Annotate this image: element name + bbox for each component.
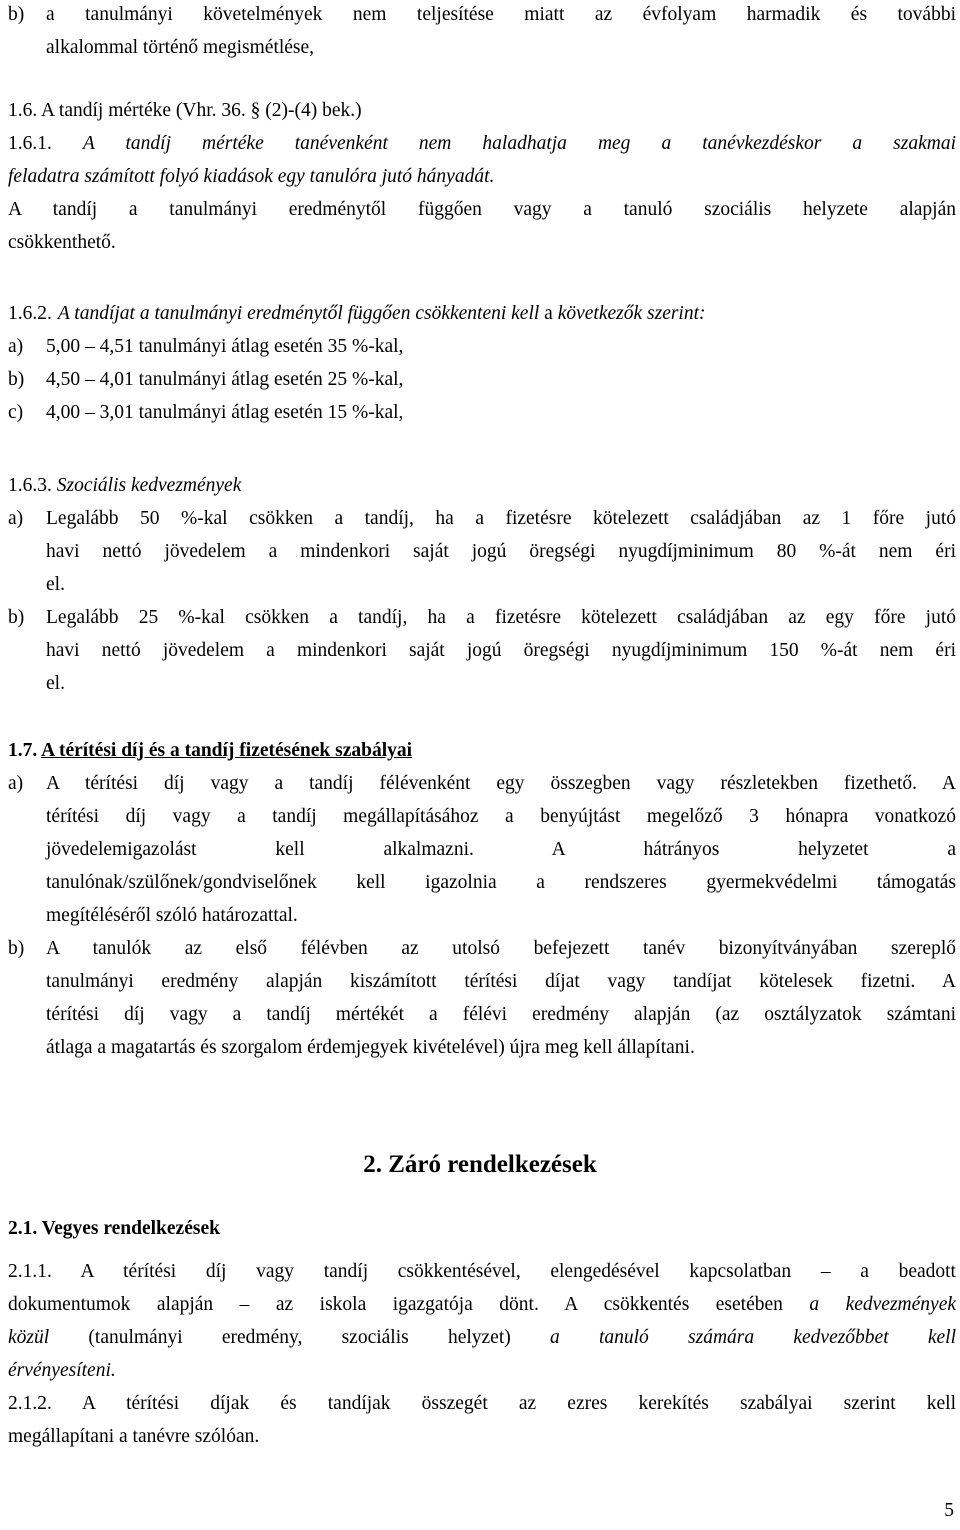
list-item: Legalább 25 %-kal csökken a tandíj, ha a fizetésre kötelezett családjában az egy főre jutó	[46, 607, 956, 628]
paragraph-line	[8, 1359, 956, 1383]
list-label: b)	[8, 369, 25, 390]
list-item: 5,00 – 4,51 tanulmányi átlag esetén 35 %-kal,	[46, 336, 404, 357]
section-heading	[8, 739, 956, 763]
italic-text: közül	[8, 1327, 50, 1348]
plain-text: A térítési díjak és tandíjak összegét az ezres kerekítés szabályai szerint kell	[81, 1393, 956, 1414]
list-item: térítési díj vagy a tandíj megállapításához a benyújtást megelőző 3 hónapra vonatkozó	[46, 806, 956, 827]
list-item: A tanulók az első félévben az utolsó befejezett tanév bizonyítványában szereplő	[46, 938, 956, 959]
section-number: 2.1.1.	[8, 1261, 52, 1282]
page-number: 5	[944, 1500, 954, 1521]
list-item: 4,00 – 3,01 tanulmányi átlag esetén 15 %-kal,	[46, 402, 404, 423]
plain-text: (tanulmányi eredmény, szociális helyzet)	[88, 1327, 511, 1348]
paragraph-line	[8, 1260, 956, 1284]
list-item: átlaga a magatartás és szorgalom érdemjegyek kivételével) újra meg kell állapítani.	[46, 1037, 695, 1058]
list-label: b)	[8, 938, 25, 959]
paragraph-line	[8, 1392, 956, 1416]
list-label: a)	[8, 773, 24, 794]
italic-text: feladatra számított folyó kiadások egy tanulóra jutó hányadát.	[8, 166, 495, 187]
list-item: térítési díj vagy a tandíj mértékét a félévi eredmény alapján (az osztályzatok számtani	[46, 1004, 956, 1025]
italic-text: következők szerint:	[557, 303, 706, 324]
section-title: A térítési díj és a tandíj fizetésének szabályai	[41, 740, 413, 761]
list-item: el.	[46, 574, 65, 595]
plain-text: A térítési díj vagy tandíj csökkentésével, elengedésével kapcsolatban – a beadott	[80, 1261, 956, 1282]
list-item: Legalább 50 %-kal csökken a tandíj, ha a fizetésre kötelezett családjában az 1 főre jutó	[46, 508, 956, 529]
section-number: 1.7.	[8, 740, 38, 761]
list-item: havi nettó jövedelem a mindenkori saját jogú öregségi nyugdíjminimum 80 %-át nem éri	[46, 541, 956, 562]
list-item: tanulmányi eredmény alapján kiszámított térítési díjat vagy tandíjat kötelesek fizetni. A	[46, 971, 956, 992]
list-item: megítéléséről szóló határozattal.	[46, 905, 298, 926]
section-number: 2.1.2.	[8, 1393, 52, 1414]
list-item: havi nettó jövedelem a mindenkori saját jogú öregségi nyugdíjminimum 150 %-át nem éri	[46, 640, 956, 661]
section-number: 1.6.1.	[8, 133, 52, 154]
paragraph-line: megállapítani a tanévre szólóan.	[8, 1426, 260, 1447]
list-label: b)	[8, 607, 25, 628]
list-item: el.	[46, 673, 65, 694]
list-label: b)	[8, 4, 25, 25]
paragraph-line	[8, 474, 956, 498]
list-label: a)	[8, 508, 24, 529]
italic-text: érvényesíteni.	[8, 1360, 116, 1381]
section-title: Szociális kedvezmények	[56, 475, 242, 496]
paragraph-line: csökkenthető.	[8, 232, 116, 253]
section-number: 1.6.3.	[8, 475, 52, 496]
list-item: A térítési díj vagy a tandíj félévenként egy összegben vagy részletekben fizethető. A	[46, 773, 956, 794]
list-item: jövedelemigazolást kell alkalmazni. A hátrányos helyzetet a	[46, 839, 956, 860]
list-label: c)	[8, 402, 24, 423]
section-number: 1.6.2.	[8, 303, 52, 324]
italic-text: A tandíjat a tanulmányi eredménytől függően csökkenteni kell	[57, 303, 540, 324]
plain-text: dokumentumok alapján – az iskola igazgatója dönt. A csökkentés esetében	[8, 1294, 783, 1315]
section-heading: 2.1. Vegyes rendelkezések	[8, 1218, 220, 1239]
paragraph-line	[8, 132, 956, 156]
list-label: a)	[8, 336, 24, 357]
paragraph-line	[8, 165, 956, 189]
paragraph-line	[8, 302, 956, 326]
paragraph-line	[8, 1293, 956, 1317]
italic-text: a tanuló számára kedvezőbbet kell	[549, 1327, 957, 1348]
list-item: tanulónak/szülőnek/gondviselőnek kell igazolnia a rendszeres gyermekvédelmi támogatás	[46, 872, 956, 893]
plain-text: a	[544, 303, 553, 324]
paragraph-line: a tanulmányi követelmények nem teljesítése miatt az évfolyam harmadik és további	[46, 4, 956, 25]
chapter-title: 2. Záró rendelkezések	[363, 1151, 597, 1178]
paragraph-line: alkalommal történő megismétlése,	[46, 37, 315, 58]
list-item: 4,50 – 4,01 tanulmányi átlag esetén 25 %-kal,	[46, 369, 404, 390]
paragraph-line	[8, 1326, 956, 1350]
italic-text: A tandíj mértéke tanévenként nem haladhatja meg a tanévkezdéskor a szakmai	[82, 133, 956, 154]
italic-text: a kedvezmények	[809, 1294, 957, 1315]
section-heading: 1.6. A tandíj mértéke (Vhr. 36. § (2)-(4) bek.)	[8, 100, 362, 121]
paragraph-line: A tandíj a tanulmányi eredménytől függően vagy a tanuló szociális helyzete alapján	[8, 199, 956, 220]
